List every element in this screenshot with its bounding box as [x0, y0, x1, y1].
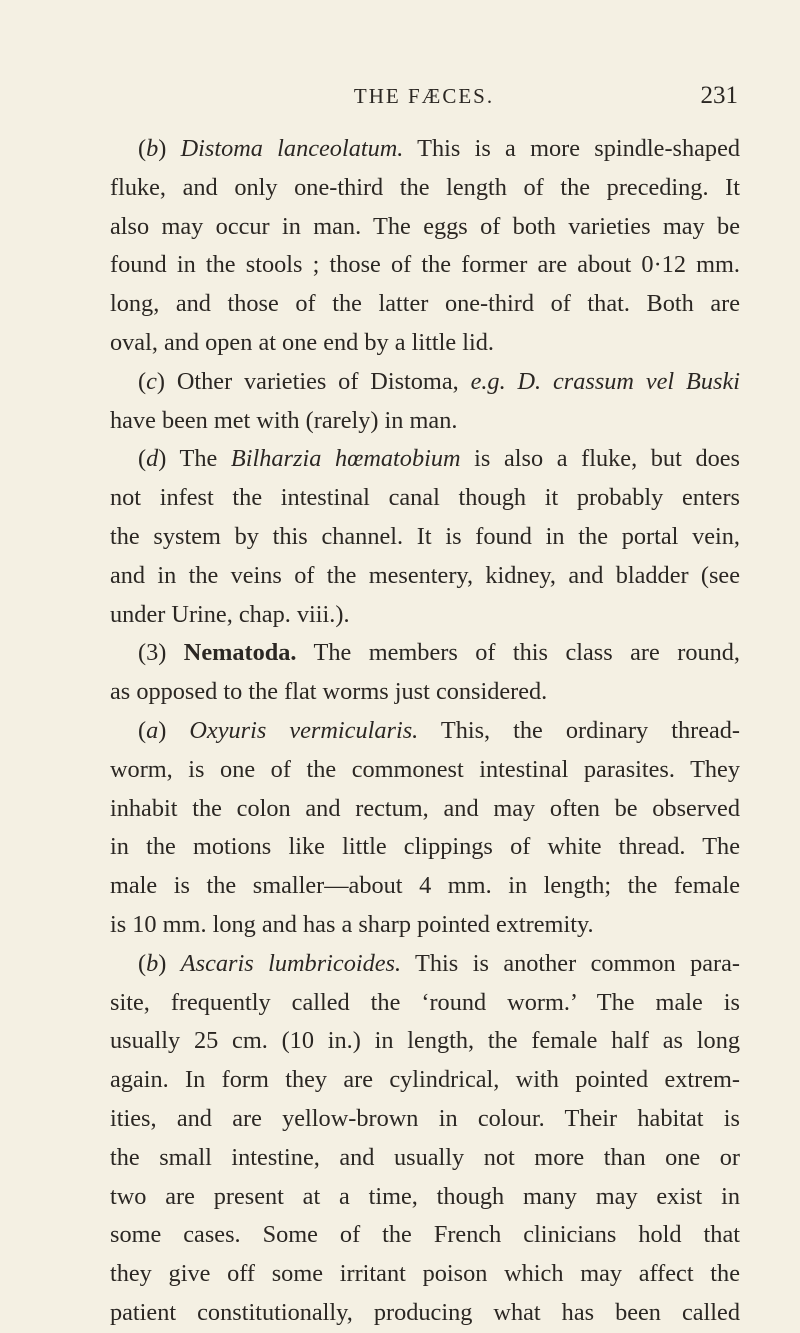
text-line: [110, 1178, 740, 1217]
text-segment: they give off some irritant poison which may affect the: [110, 1260, 740, 1288]
text-segment: the small intestine, and usually not more than one or: [110, 1143, 740, 1171]
text-segment: usually 25 cm. (10 in.) in length, the female half as long: [110, 1027, 740, 1055]
body-text: [110, 130, 740, 1333]
text-segment: and in the veins of the mesentery, kidney, and bladder (see: [110, 561, 740, 589]
italic-text: c: [146, 367, 157, 395]
text-line: [110, 518, 740, 557]
text-line: [110, 130, 740, 169]
running-head: THE FÆCES.: [353, 84, 495, 108]
italic-text: b: [146, 949, 159, 977]
text-segment: inhabit the colon and rectum, and may often be observed: [110, 794, 740, 822]
text-segment: This is a more spindle-shaped: [403, 135, 740, 162]
text-line: [110, 596, 740, 635]
text-line: [110, 751, 740, 790]
italic-text: Bilharzia hœmatobium: [230, 445, 461, 473]
text-line: [110, 673, 740, 712]
text-line: [110, 984, 740, 1023]
text-segment: This is another common para-: [401, 949, 740, 977]
text-line: [110, 867, 740, 906]
text-segment: ) The: [158, 445, 231, 473]
text-line: [110, 1061, 740, 1100]
text-segment: (: [138, 135, 147, 162]
text-segment: not infest the intestinal canal though it probably enters: [110, 484, 740, 512]
italic-text: Oxyuris vermicularis.: [189, 716, 419, 744]
text-line: [110, 324, 740, 363]
text-segment: fluke, and only one-third the length of the preceding. It: [110, 173, 740, 201]
text-segment: (: [138, 445, 147, 473]
text-line: [110, 479, 740, 518]
text-segment: The members of this class are round,: [296, 639, 740, 667]
text-segment: oval, and open at one end by a little lid.: [110, 328, 494, 356]
text-segment: some cases. Some of the French clinicians hold that: [110, 1221, 740, 1249]
text-segment: again. In form they are cylindrical, with pointed extrem-: [110, 1066, 740, 1094]
italic-text: d: [146, 445, 159, 473]
text-segment: ): [158, 949, 181, 977]
italic-text: Distoma lanceolatum.: [180, 135, 404, 162]
text-segment: ): [158, 716, 190, 744]
text-line: [110, 1294, 740, 1333]
page-number: 231: [700, 82, 738, 109]
text-line: [110, 285, 740, 324]
text-line: [110, 1022, 740, 1061]
text-line: [110, 246, 740, 285]
text-line: [110, 945, 740, 984]
text-line: [110, 634, 740, 673]
text-line: [110, 790, 740, 829]
text-segment: is 10 mm. long and has a sharp pointed extremity.: [110, 910, 594, 938]
italic-text: a: [146, 716, 159, 744]
text-segment: patient constitutionally, producing what has been called: [110, 1298, 740, 1326]
italic-text: b: [146, 135, 159, 162]
text-line: [110, 1216, 740, 1255]
text-segment: under Urine, chap. viii.).: [110, 600, 350, 628]
text-segment: is also a fluke, but does: [460, 445, 740, 473]
text-segment: (: [138, 367, 147, 395]
text-line: [110, 557, 740, 596]
text-line: [110, 169, 740, 208]
text-segment: worm, is one of the commonest intestinal parasites. They: [110, 755, 740, 783]
bold-text: Nematoda.: [183, 639, 297, 667]
text-line: [110, 1255, 740, 1294]
text-line: [110, 440, 740, 479]
italic-text: e.g. D. crassum vel Buski: [470, 367, 740, 395]
text-segment: ities, and are yellow-brown in colour. Their habitat is: [110, 1104, 740, 1132]
text-line: [110, 906, 740, 945]
text-segment: as opposed to the flat worms just considered.: [110, 678, 548, 706]
text-segment: This, the ordinary thread-: [418, 716, 741, 744]
text-segment: ) Other varieties of Distoma,: [156, 367, 471, 395]
text-line: [110, 208, 740, 247]
text-segment: (3): [138, 639, 184, 667]
text-line: [110, 828, 740, 867]
text-segment: in the motions like little clippings of white thread. The: [110, 833, 740, 861]
text-segment: two are present at a time, though many may exist in: [110, 1182, 740, 1210]
text-segment: also may occur in man. The eggs of both varieties may be: [110, 212, 740, 240]
text-segment: found in the stools ; those of the former are about 0·12 mm.: [110, 251, 740, 279]
text-line: [110, 363, 740, 402]
text-segment: the system by this channel. It is found in the portal vein,: [110, 522, 740, 550]
italic-text: Ascaris lumbricoides.: [180, 949, 402, 977]
text-segment: male is the smaller—about 4 mm. in length; the female: [110, 872, 740, 900]
text-segment: (: [138, 949, 147, 977]
text-line: [110, 1100, 740, 1139]
text-line: [110, 402, 740, 441]
text-segment: have been met with (rarely) in man.: [110, 406, 458, 434]
page-header: [110, 82, 738, 118]
text-line: [110, 1139, 740, 1178]
text-segment: site, frequently called the ‘round worm.’ The male is: [110, 988, 740, 1016]
text-segment: long, and those of the latter one-third of that. Both are: [110, 290, 740, 318]
text-segment: (: [138, 716, 147, 744]
text-segment: ): [158, 135, 181, 162]
text-line: [110, 712, 740, 751]
